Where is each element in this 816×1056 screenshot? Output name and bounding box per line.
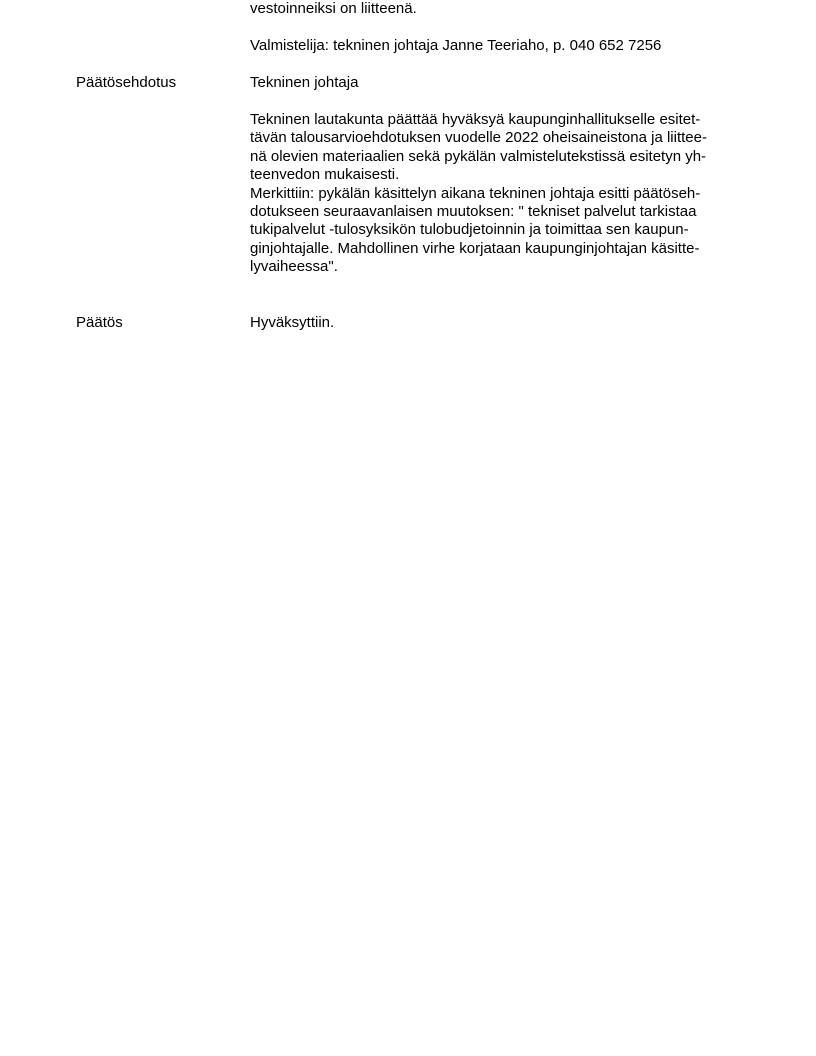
proposal-line: Merkittiin: pykälän käsittelyn aikana tekninen johtaja esitti päätöseh- — [250, 184, 701, 202]
proposal-paragraph — [250, 111, 707, 277]
top-continuation-text: vestoinneiksi on liitteenä. — [250, 0, 417, 17]
proposal-label: Päätösehdotus — [76, 74, 177, 91]
preparer-text: Valmistelija: tekninen johtaja Janne Teeriaho, p. 040 652 7256 — [250, 37, 662, 54]
proposal-line: dotukseen seuraavanlaisen muutoksen: " tekniset palvelut tarkistaa — [250, 203, 697, 221]
proposal-line: Tekninen lautakunta päättää hyväksyä kaupunginhallitukselle esitet- — [250, 111, 701, 128]
decision-label: Päätös — [76, 314, 123, 331]
proposal-line: teenvedon mukaisesti. — [250, 166, 400, 184]
decision-text: Hyväksyttiin. — [250, 314, 335, 331]
proposal-line: nä olevien materiaalien sekä pykälän valmistelutekstissä esitetyn yh- — [250, 147, 707, 165]
proposal-line: lyvaiheessa". — [250, 258, 338, 276]
proposal-line: tukipalvelut -tulosyksikön tulobudjetoinnin ja toimittaa sen kaupun- — [250, 221, 689, 239]
proposal-line: ginjohtajalle. Mahdollinen virhe korjataan kaupunginjohtajan käsitte- — [250, 239, 700, 257]
proposal-line: tävän talousarvioehdotuksen vuodelle 2022 oheisaineistona ja liittee- — [250, 129, 707, 147]
proposer-text: Tekninen johtaja — [250, 74, 359, 91]
